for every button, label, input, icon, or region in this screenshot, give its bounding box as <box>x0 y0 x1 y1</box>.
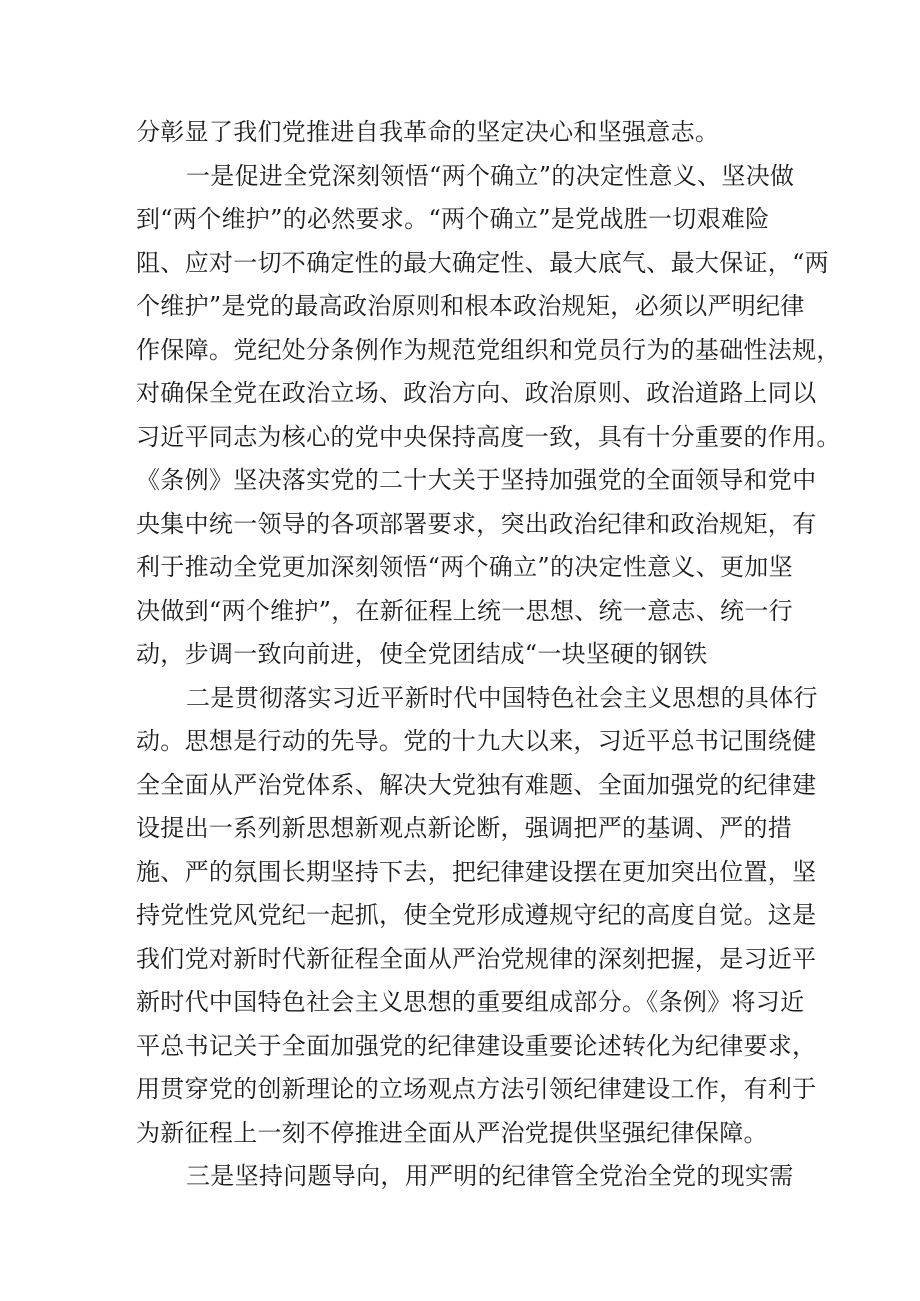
text-line: 对确保全党在政治立场、政治方向、政治原则、政治道路上同以 <box>136 379 817 407</box>
text-line: 动。思想是行动的先导。党的十九大以来，习近平总书记围绕健 <box>136 727 817 755</box>
text-line: 决做到“两个维护”，在新征程上统一思想、统一意志、统一行 <box>136 597 793 625</box>
text-line: 新时代中国特色社会主义思想的重要组成部分。《条例》将习近 <box>136 988 805 1016</box>
text-line: 平总书记关于全面加强党的纪律建设重要论述转化为纪律要求， <box>136 1032 817 1060</box>
text-line: 我们党对新时代新征程全面从严治党规律的深刻把握，是习近平 <box>136 945 817 973</box>
paragraph-start: 三是坚持问题导向，用严明的纪律管全党治全党的现实需 <box>186 1162 794 1190</box>
text-line: 利于推动全党更加深刻领悟“两个确立”的决定性意义、更加坚 <box>136 553 793 581</box>
text-line: 作保障。党纪处分条例作为规范党组织和党员行为的基础性法规， <box>136 336 841 364</box>
text-line: 习近平同志为核心的党中央保持高度一致，具有十分重要的作用。 <box>136 423 841 451</box>
text-line: 用贯穿党的创新理论的立场观点方法引领纪律建设工作，有利于 <box>136 1075 817 1103</box>
paragraph-start: 二是贯彻落实习近平新时代中国特色社会主义思想的具体行 <box>186 684 818 712</box>
text-line: 持党性党风党纪一起抓，使全党形成遵规守纪的高度自觉。这是 <box>136 901 817 929</box>
text-line: 设提出一系列新思想新观点新论断，强调把严的基调、严的措 <box>136 814 793 842</box>
text-line: 个维护”是党的最高政治原则和根本政治规矩，必须以严明纪律 <box>136 292 805 320</box>
text-line: 《条例》坚决落实党的二十大关于坚持加强党的全面领导和党中 <box>136 466 817 494</box>
text-line: 阻、应对一切不确定性的最大确定性、最大底气、最大保证，“两 <box>136 249 829 277</box>
text-line: 全全面从严治党体系、解决大党独有难题、全面加强党的纪律建 <box>136 771 817 799</box>
text-line: 到“两个维护”的必然要求。“两个确立”是党战胜一切艰难险 <box>136 205 770 233</box>
text-line: 动，步调一致向前进，使全党团结成“一块坚硬的钢铁 <box>136 640 708 668</box>
text-line: 分彰显了我们党推进自我革命的坚定决心和坚强意志。 <box>136 118 720 146</box>
text-line: 为新征程上一刻不停推进全面从严治党提供坚强纪律保障。 <box>136 1119 768 1147</box>
text-line: 央集中统一领导的各项部署要求，突出政治纪律和政治规矩，有 <box>136 510 817 538</box>
paragraph-start: 一是促进全党深刻领悟“两个确立”的决定性意义、坚决做 <box>186 162 795 190</box>
text-line: 施、严的氛围长期坚持下去，把纪律建设摆在更加突出位置，坚 <box>136 858 817 886</box>
